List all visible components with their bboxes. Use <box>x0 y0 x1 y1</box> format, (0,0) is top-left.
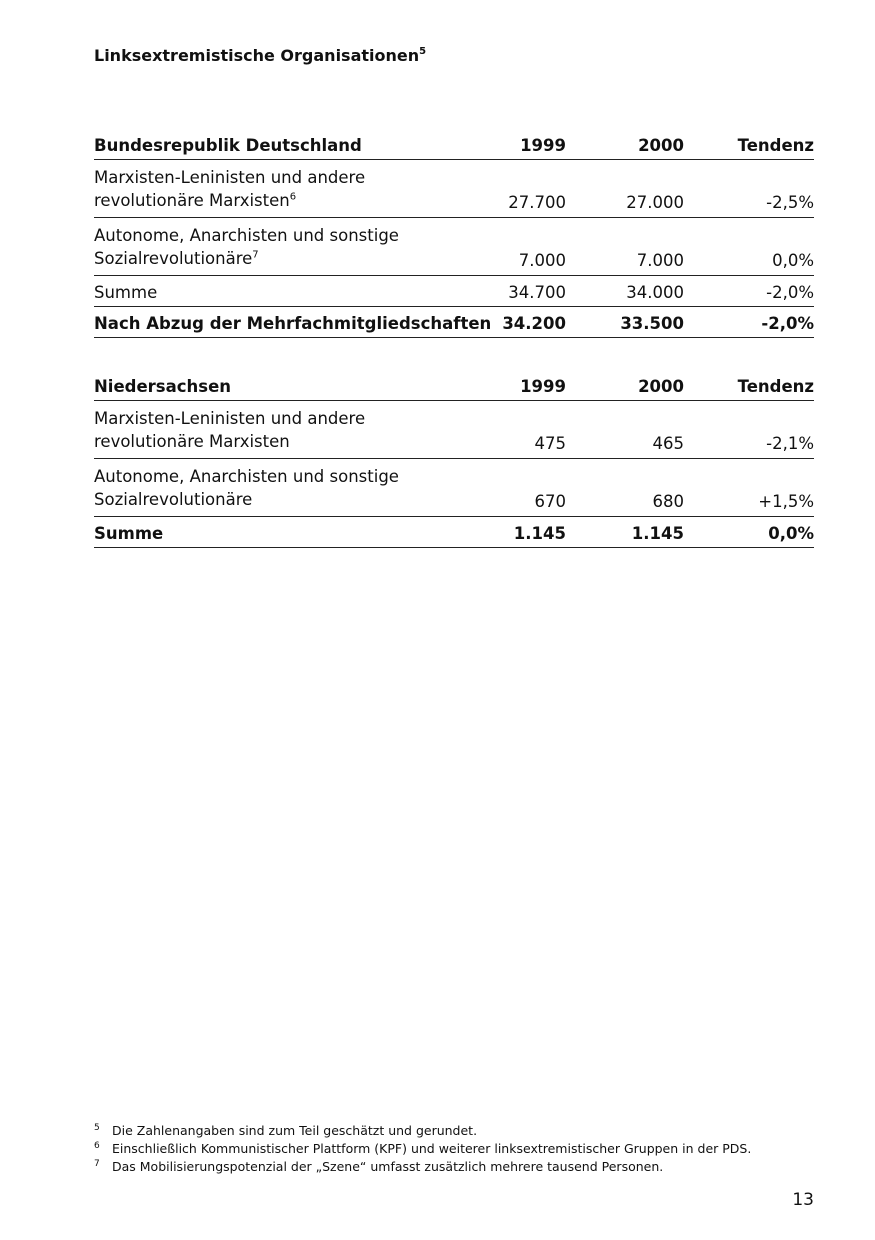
value-1999: 475 <box>502 401 566 459</box>
value-tendenz: 0,0% <box>684 517 814 548</box>
row-label: Summe <box>94 276 502 307</box>
value-tendenz: -2,5% <box>684 160 814 218</box>
value-2000: 465 <box>566 401 684 459</box>
table-row-sum <box>94 276 814 307</box>
row-label-line <box>94 247 502 270</box>
value-1999: 27.700 <box>502 160 566 218</box>
heading-footnote-ref: 5 <box>419 45 427 57</box>
page-heading <box>94 46 426 65</box>
value-2000: 1.145 <box>566 517 684 548</box>
table-row <box>94 401 814 459</box>
table-bundesrepublik <box>94 131 814 338</box>
row-label <box>94 459 502 517</box>
value-tendenz: -2,1% <box>684 401 814 459</box>
table-row <box>94 218 814 276</box>
row-label-text: revolutionäre Marxisten <box>94 191 290 210</box>
row-label-line: Autonome, Anarchisten und sonstige <box>94 226 399 245</box>
column-header-2000: 2000 <box>566 131 684 160</box>
table-header-row <box>94 131 814 160</box>
footnote-number: 7 <box>94 1159 100 1169</box>
footnote <box>94 1122 834 1140</box>
table-niedersachsen <box>94 372 814 548</box>
value-2000: 680 <box>566 459 684 517</box>
row-label-line: revolutionäre Marxisten <box>94 432 290 451</box>
column-header-1999: 1999 <box>502 131 566 160</box>
value-1999: 34.200 <box>502 307 566 338</box>
value-tendenz: -2,0% <box>684 276 814 307</box>
column-header-region: Niedersachsen <box>94 372 502 401</box>
value-2000: 27.000 <box>566 160 684 218</box>
value-2000: 34.000 <box>566 276 684 307</box>
row-label-line <box>94 189 502 212</box>
row-label <box>94 160 502 218</box>
value-2000: 7.000 <box>566 218 684 276</box>
value-tendenz: +1,5% <box>684 459 814 517</box>
footnote-number: 6 <box>94 1141 100 1151</box>
row-label: Nach Abzug der Mehrfachmitgliedschaften <box>94 307 502 338</box>
row-label <box>94 218 502 276</box>
footnote-text: Die Zahlenangaben sind zum Teil geschätzt und gerundet. <box>112 1123 478 1138</box>
value-2000: 33.500 <box>566 307 684 338</box>
row-label: Summe <box>94 517 502 548</box>
table-header-row <box>94 372 814 401</box>
column-header-1999: 1999 <box>502 372 566 401</box>
value-tendenz: 0,0% <box>684 218 814 276</box>
column-header-region: Bundesrepublik Deutschland <box>94 131 502 160</box>
row-label-line: Autonome, Anarchisten und sonstige <box>94 467 399 486</box>
row-label-line: Sozialrevolutionäre <box>94 490 253 509</box>
footnotes <box>94 1122 834 1176</box>
table-row <box>94 459 814 517</box>
column-header-tendenz: Tendenz <box>684 372 814 401</box>
footnote <box>94 1158 834 1176</box>
row-label <box>94 401 502 459</box>
value-tendenz: -2,0% <box>684 307 814 338</box>
footnote-text: Das Mobilisierungspotenzial der „Szene“ umfasst zusätzlich mehrere tausend Personen. <box>112 1159 664 1174</box>
value-1999: 670 <box>502 459 566 517</box>
heading-text: Linksextremistische Organisationen <box>94 46 420 65</box>
footnote-number: 5 <box>94 1123 100 1133</box>
footnote-ref: 7 <box>252 249 259 261</box>
footnote-text: Einschließlich Kommunistischer Plattform (KPF) und weiterer linksextremistischer Gruppen in der PDS. <box>112 1141 752 1156</box>
row-label-text: Sozialrevolutionäre <box>94 249 253 268</box>
page-number: 13 <box>792 1190 814 1210</box>
row-label-line: Marxisten-Leninisten und andere <box>94 168 366 187</box>
table-row <box>94 160 814 218</box>
column-header-2000: 2000 <box>566 372 684 401</box>
row-label-line: Marxisten-Leninisten und andere <box>94 409 366 428</box>
column-header-tendenz: Tendenz <box>684 131 814 160</box>
value-1999: 7.000 <box>502 218 566 276</box>
footnote <box>94 1140 834 1158</box>
footnote-ref: 6 <box>289 191 297 203</box>
table-row-sum <box>94 517 814 548</box>
value-1999: 1.145 <box>502 517 566 548</box>
table-row-net-total <box>94 307 814 338</box>
value-1999: 34.700 <box>502 276 566 307</box>
